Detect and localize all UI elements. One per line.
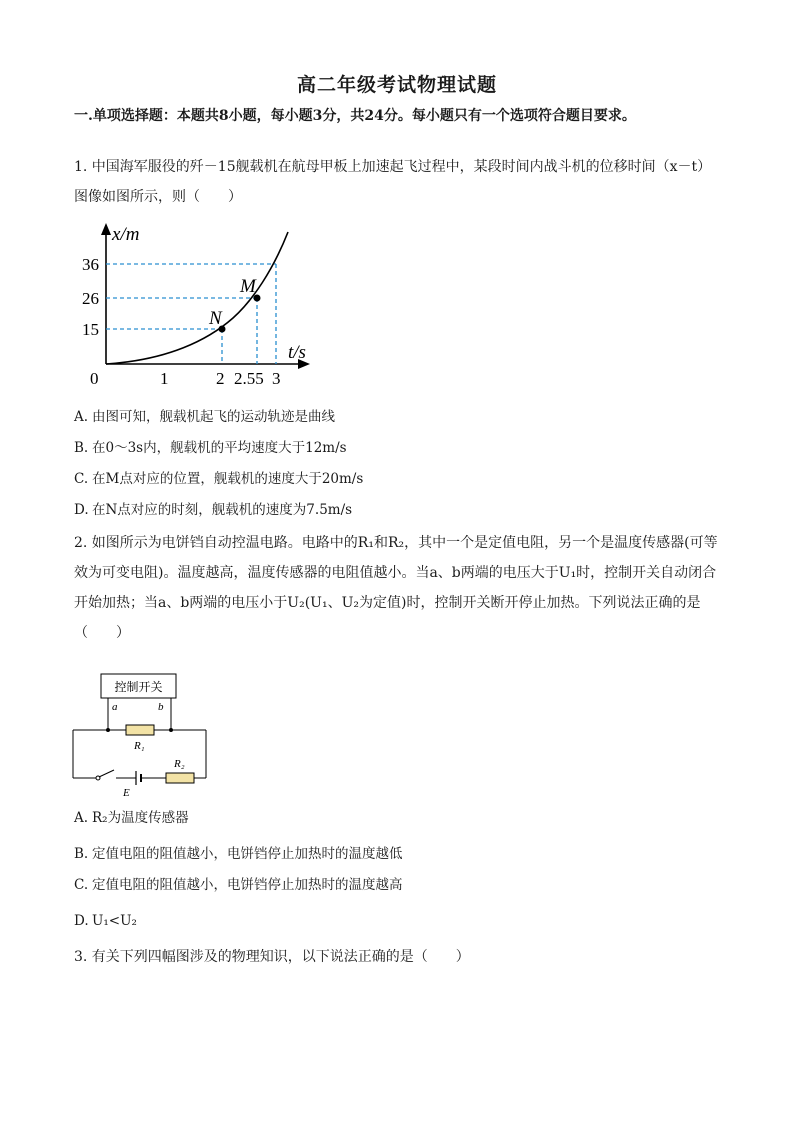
q2-stem-line-3: 开始加热；当a、b两端的电压小于U₂(U₁、U₂为定值)时，控制开关断开停止加热。下列说法正确的是: [74, 595, 701, 611]
q1-stem: 1. 中国海军服役的歼－15舰载机在航母甲板上加速起飞过程中，某段时间内战斗机的位移时间（x－t）图像如图所示，则（ ）: [74, 159, 712, 205]
resistor-r2: [166, 773, 194, 783]
terminal-a-label: a: [112, 701, 118, 713]
x-axis-label: t/s: [288, 342, 306, 363]
point-n-label: N: [209, 308, 222, 329]
x-tick-1: 1: [160, 369, 169, 388]
origin-label: 0: [90, 369, 99, 388]
q1-option-a[interactable]: A. 由图可知，舰载机起飞的运动轨迹是曲线: [74, 409, 335, 425]
battery-e-label: E: [123, 787, 130, 799]
q2-circuit-diagram: [68, 672, 213, 800]
q2-stem-line-2: 效为可变电阻)。温度越高，温度传感器的电阻值越小。当a、b两端的电压大于U₁时，控制开关自动闭合: [74, 565, 717, 581]
q1-option-b[interactable]: B. 在0～3s内，舰载机的平均速度大于12m/s: [74, 440, 347, 456]
y-tick-26: 26: [82, 289, 99, 308]
point-m-label: M: [240, 276, 256, 297]
terminal-b-label: b: [158, 701, 164, 713]
q2-option-d[interactable]: D. U₁<U₂: [74, 913, 137, 929]
switch-blade: [99, 770, 114, 777]
section-heading: 一.单项选择题：本题共8小题，每小题3分，共24分。每小题只有一个选项符合题目要求。: [74, 108, 636, 124]
y-tick-36: 36: [82, 255, 99, 274]
y-axis-label: x/m: [112, 224, 140, 245]
x-tick-2: 2: [216, 369, 225, 388]
q1-option-d[interactable]: D. 在N点对应的时刻，舰载机的速度为7.5m/s: [74, 502, 353, 518]
r1-label: R₁: [134, 740, 145, 752]
q2-option-c[interactable]: C. 定值电阻的阻值越小，电饼铛停止加热时的温度越高: [74, 877, 403, 893]
q3-stem: 3. 有关下列四幅图涉及的物理知识，以下说法正确的是（ ）: [74, 949, 470, 965]
x-tick-2-55: 2.55: [234, 369, 264, 388]
resistor-r1: [126, 725, 154, 735]
q2-option-b[interactable]: B. 定值电阻的阻值越小，电饼铛停止加热时的温度越低: [74, 846, 403, 862]
r2-label: R₂: [174, 758, 185, 770]
q2-stem-line-4: （ ）: [74, 625, 130, 641]
y-axis-arrow: [101, 223, 111, 235]
y-tick-15: 15: [82, 320, 99, 339]
control-switch-label: 控制开关: [114, 680, 163, 694]
q1-option-c[interactable]: C. 在M点对应的位置，舰载机的速度大于20m/s: [74, 471, 364, 487]
q2-option-a[interactable]: A. R₂为温度传感器: [74, 810, 189, 826]
q2-stem-line-1: 2. 如图所示为电饼铛自动控温电路。电路中的R₁和R₂，其中一个是定值电阻，另一个是温度传感器(可等: [74, 535, 718, 551]
q1-xt-graph: [82, 220, 323, 390]
x-tick-3: 3: [272, 369, 281, 388]
paper-title: 高二年级考试物理试题: [296, 74, 497, 96]
